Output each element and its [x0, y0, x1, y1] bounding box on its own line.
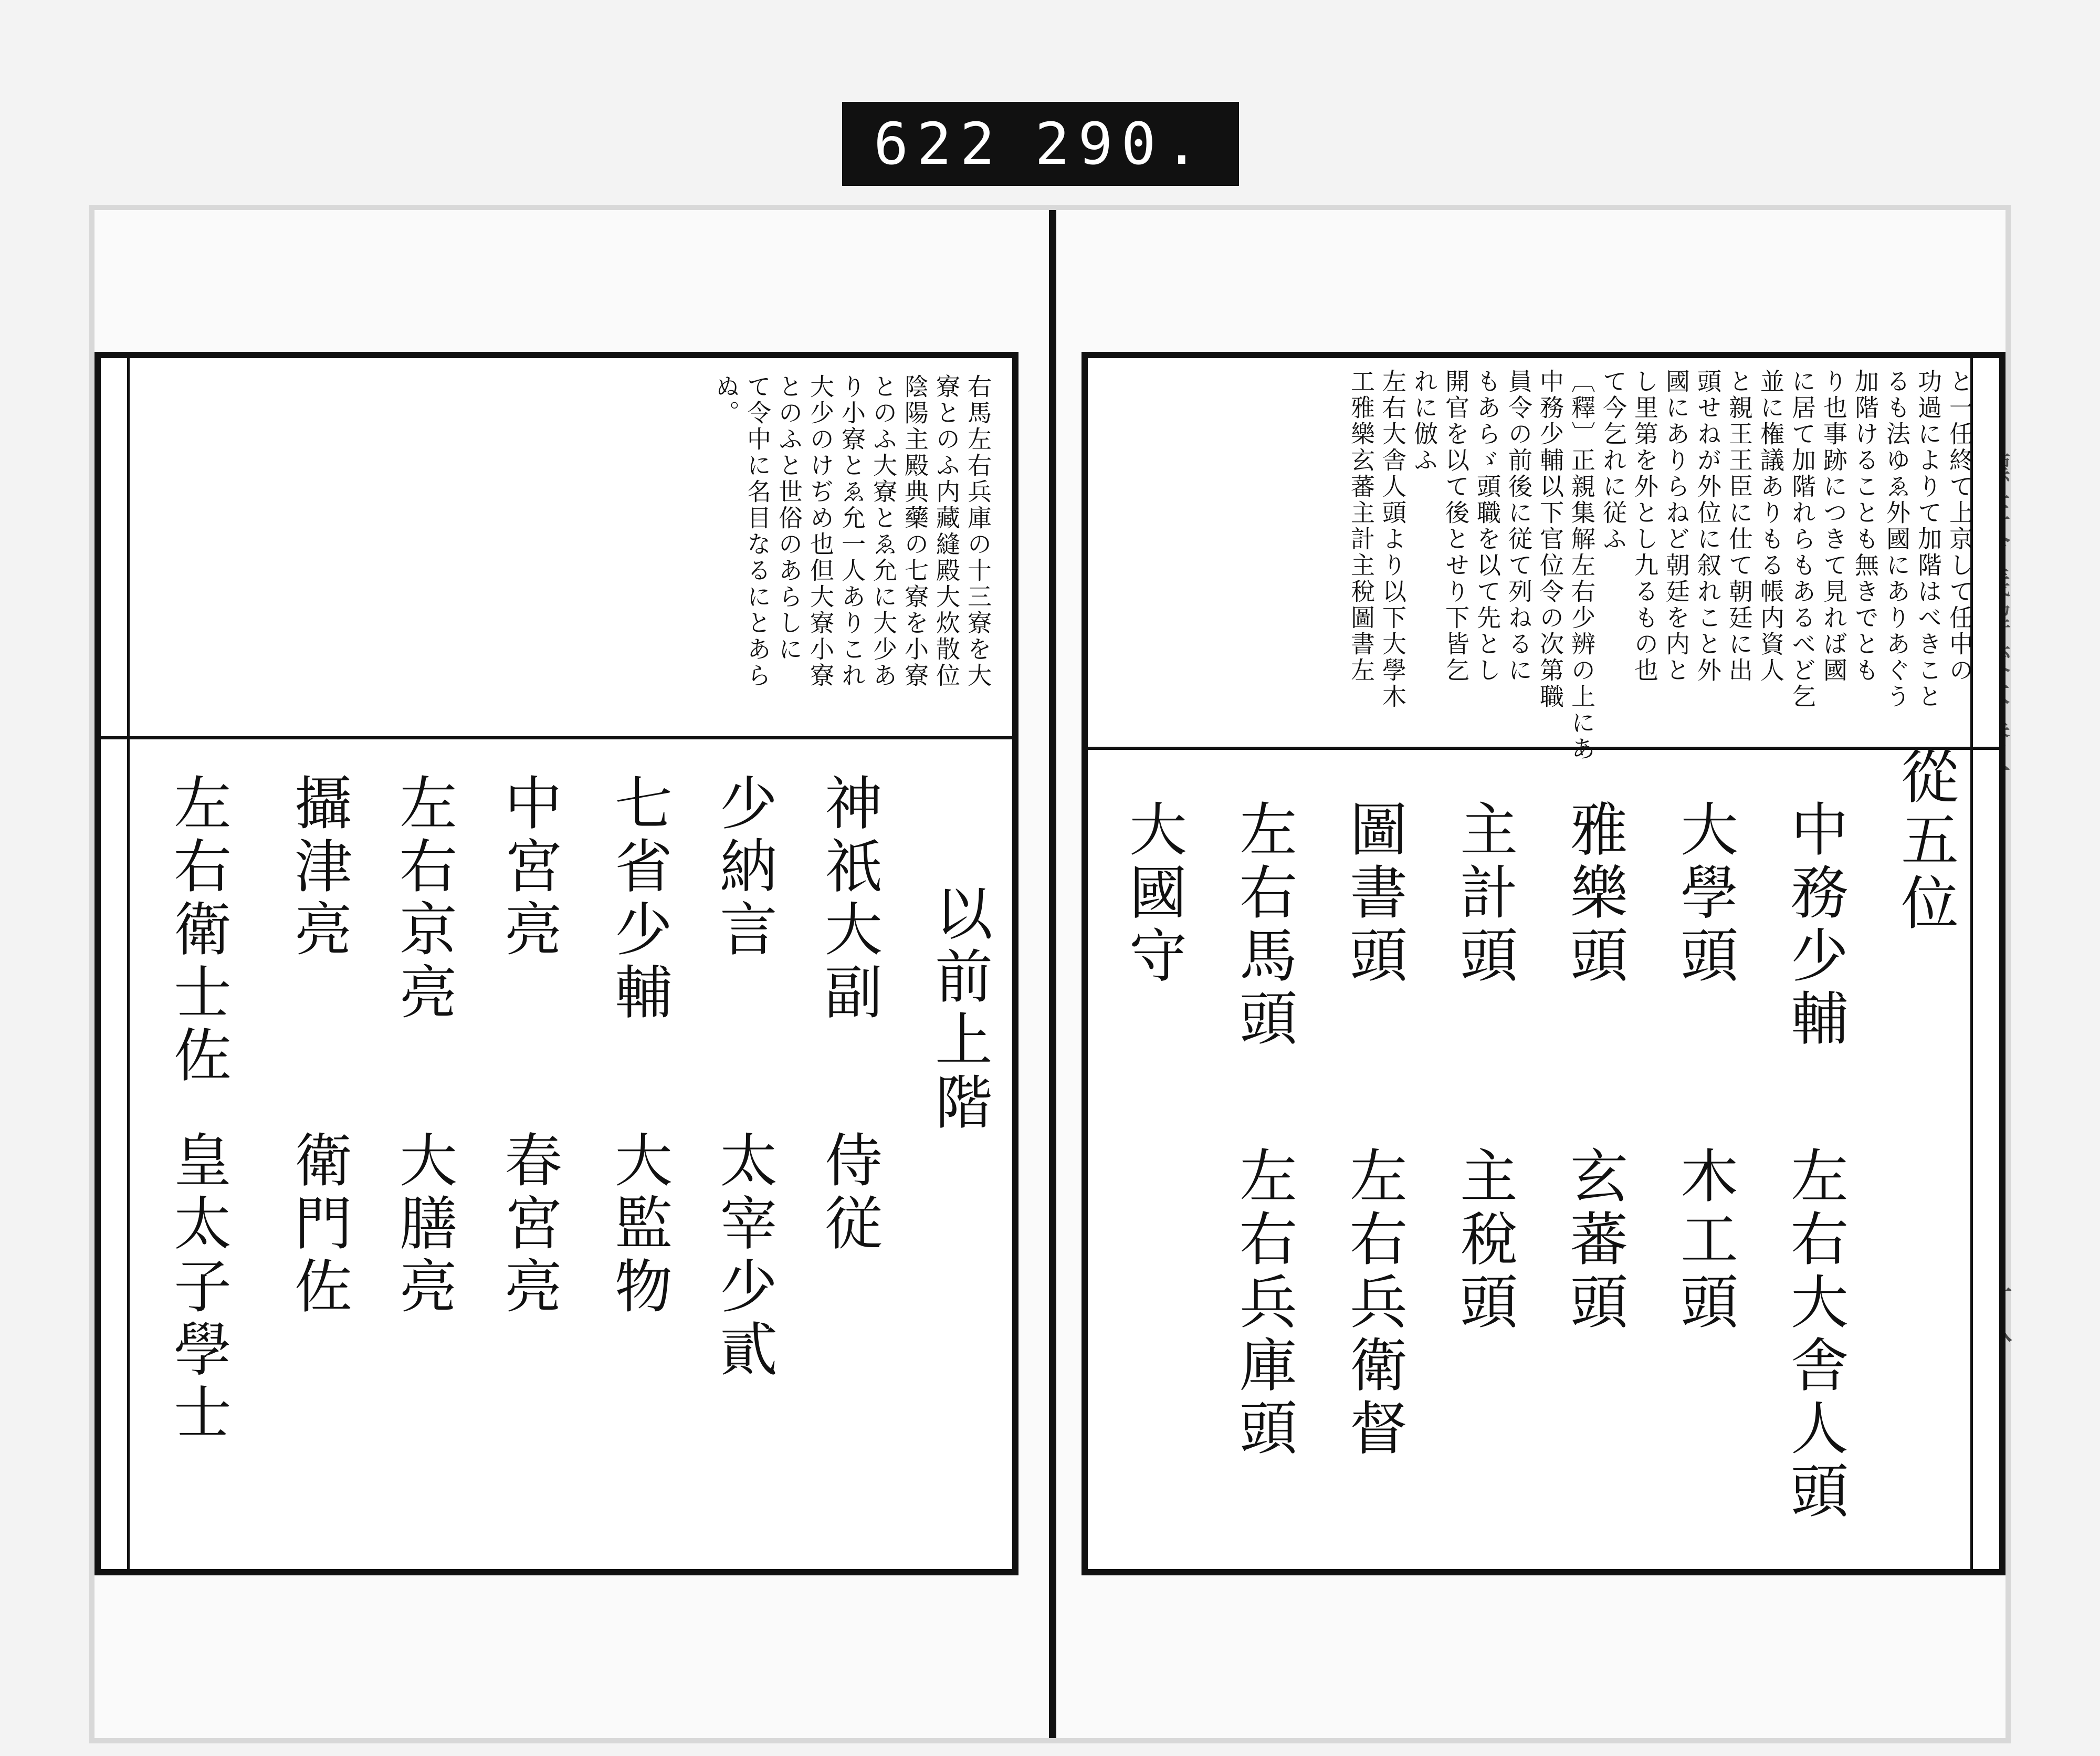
book-spread [94, 210, 2006, 1738]
title-lower: 左右兵庫頭 [1230, 1146, 1297, 1461]
title-upper: 雅樂頭 [1561, 799, 1628, 988]
note-line: とのふ大寮とゑ允に大少あ [869, 374, 898, 689]
note-line: るも法ゆゑ外國にありあぐう [1883, 369, 1911, 710]
note-line: 陰陽主殿典藥の七寮を小寮 [901, 374, 929, 689]
title-lower: 太宰少貳 [710, 1130, 778, 1382]
title-lower: 主稅頭 [1451, 1146, 1518, 1335]
catalog-number-left: 622 [874, 110, 1003, 177]
title-upper: 神祇大副 [815, 773, 883, 1025]
title-upper: 大國守 [1120, 799, 1187, 988]
note-line: 左右大舎人頭より以下大學木 [1379, 369, 1407, 710]
title-upper: 少納言 [710, 773, 778, 962]
title-lower: 皇太子學士 [164, 1130, 232, 1445]
note-line: 功過によりて加階はべきこと [1914, 369, 1942, 710]
note-line: 大少のけぢめ也但大寮小寮 [806, 374, 835, 689]
note-line: 右馬左右兵庫の十三寮を大 [964, 374, 992, 689]
inner-rule [127, 358, 130, 1569]
left-page [94, 352, 1018, 1575]
title-upper: 左右衛士佐 [164, 773, 232, 1088]
commentary-divider [101, 736, 1012, 739]
book-gutter [1049, 210, 1056, 1738]
note-line: 〔釋〕正親集解左右少辨の上にあ [1568, 369, 1596, 762]
note-line: し里第を外とし九るもの也 [1631, 369, 1659, 684]
note-line: とのふと世俗のあらしに [775, 374, 803, 663]
title-upper: 左右京亮 [390, 773, 457, 1025]
note-line: て今乞れに従ふ [1599, 369, 1628, 552]
title-upper: 主計頭 [1451, 799, 1518, 988]
title-lower: 春宮亮 [495, 1130, 562, 1319]
note-line: 頭せねが外位に叙れこと外 [1694, 369, 1722, 684]
note-line: 開官を以て後とせり下皆乞 [1442, 369, 1470, 684]
title-lower: 大監物 [605, 1130, 673, 1319]
note-line: ぬ。 [712, 374, 740, 426]
catalog-number-right: 290. [1035, 110, 1208, 177]
title-lower: 侍従 [815, 1130, 883, 1256]
note-line: 工雅樂玄蕃主計主稅圖書左 [1347, 369, 1376, 684]
title-lower: 玄蕃頭 [1561, 1146, 1628, 1335]
note-line: て令中に名目なるにとあら [743, 374, 772, 689]
title-upper: 圖書頭 [1340, 799, 1408, 988]
note-line: 中務少輔以下官位令の次第職 [1536, 369, 1564, 710]
note-line: に居て加階れらもあるべど乞 [1788, 369, 1816, 710]
title-lower: 衛門佐 [285, 1130, 352, 1319]
title-lower: 左右大舎人頭 [1781, 1146, 1849, 1524]
title-upper: 七省少輔 [605, 773, 673, 1025]
commentary-divider [1088, 747, 1999, 750]
note-line: と一任終て上京して任中の [1946, 369, 1974, 684]
section-heading: 以前上階 [926, 883, 993, 1135]
note-line: り小寮とゑ允一人ありこれ [838, 374, 866, 689]
catalog-number-plate [842, 102, 1239, 186]
note-line: 國にありらねど朝廷を内と [1662, 369, 1690, 684]
title-upper: 大學頭 [1671, 799, 1738, 988]
note-line: り也事跡につきて見れば國 [1820, 369, 1848, 684]
note-line: と親王王臣に仕て朝廷に出 [1725, 369, 1754, 684]
note-line: れに倣ふ [1410, 369, 1438, 474]
rank-heading: 從五位 [1892, 747, 1959, 936]
note-line: 加階けることも無きでとも [1851, 369, 1880, 684]
title-upper: 中務少輔 [1781, 799, 1849, 1051]
title-lower: 左右兵衛督 [1340, 1146, 1408, 1461]
title-upper: 攝津亮 [285, 773, 352, 962]
title-lower: 大膳亮 [390, 1130, 457, 1319]
title-upper: 左右馬頭 [1230, 799, 1297, 1051]
right-page [1082, 352, 2006, 1575]
title-upper: 中宮亮 [495, 773, 562, 962]
note-line: 並に権議ありもる帳内資人 [1757, 369, 1785, 684]
note-line: もあらゞ頭職を以て先とし [1473, 369, 1502, 684]
title-lower: 木工頭 [1671, 1146, 1738, 1335]
note-line: 寮とのふ内藏縫殿大炊散位 [932, 374, 961, 689]
note-line: 員令の前後に従て列ねるに [1505, 369, 1533, 684]
